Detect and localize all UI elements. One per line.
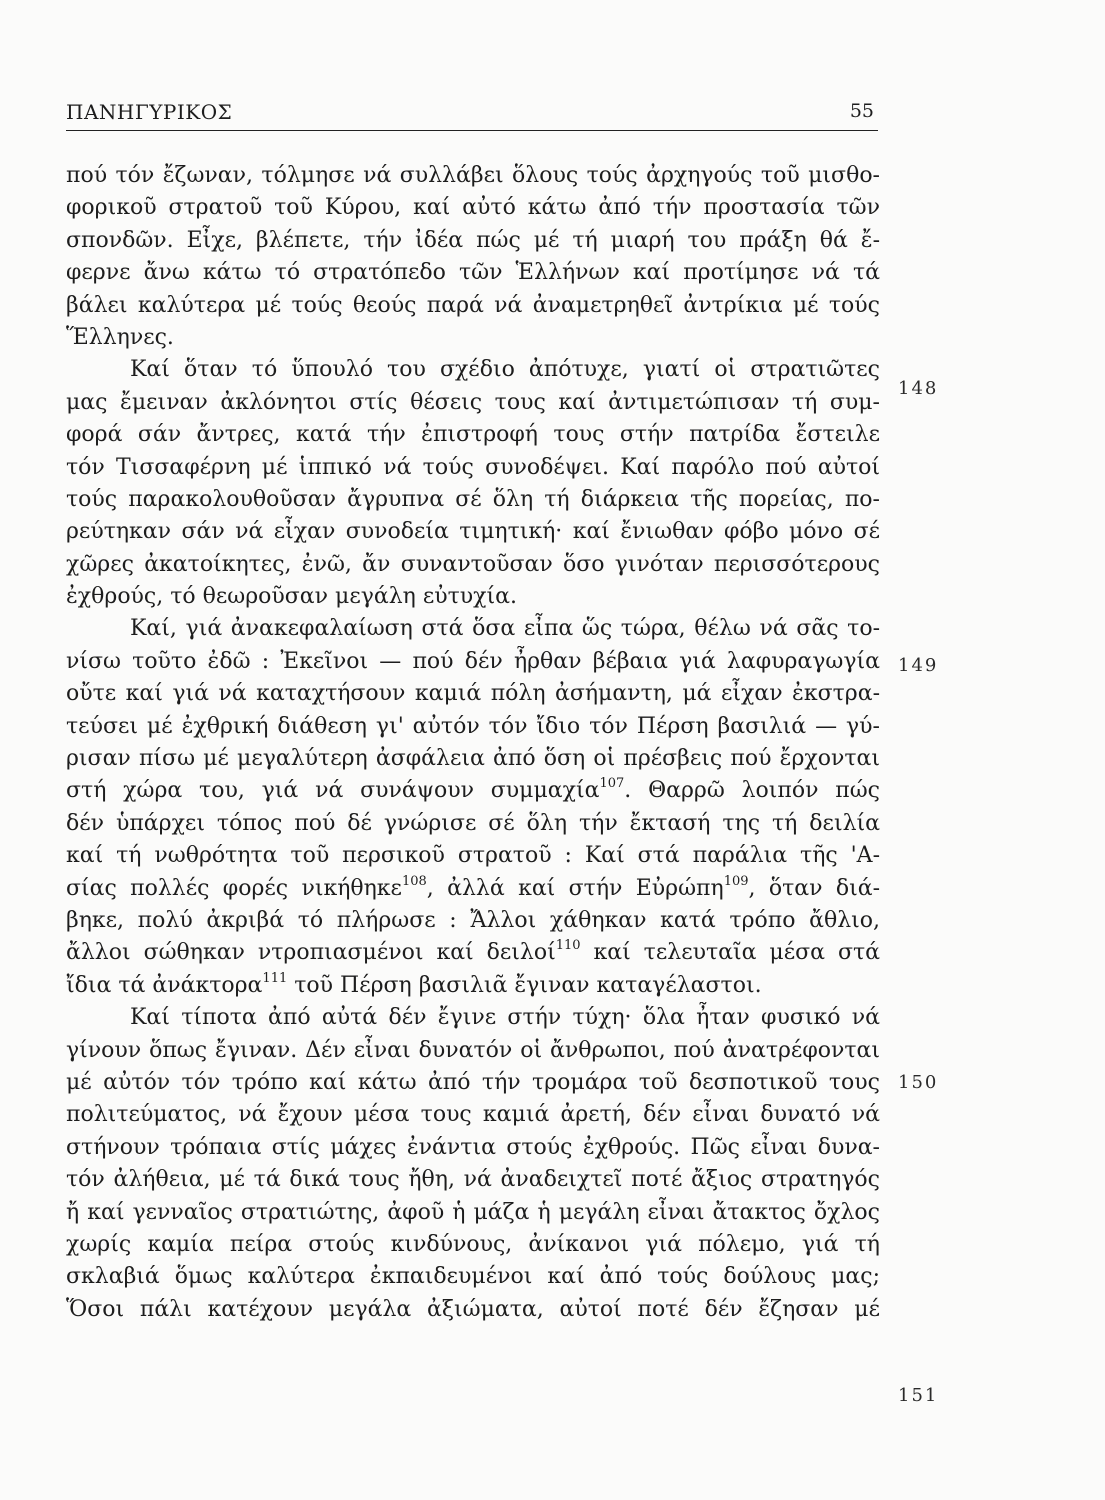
text-line: Καί τίποτα ἀπό αὐτά δέν ἔγινε στήν τύχη· ὅλα ἦταν φυσικό νά [130,1005,880,1031]
text-line: σπονδῶν. Εἶχε, βλέπετε, τήν ἰδέα πώς μέ τή μιαρή του πράξη θά ἔ- [66,227,880,253]
text-line: ρεύτηκαν σάν νά εἶχαν συνοδεία τιμητική· καί ἔνιωθαν φόβο μόνο σέ [66,519,880,545]
footnote-ref: 110 [555,938,581,954]
text-line: σκλαβιά ὅμως καλύτερα ἐκπαιδευμένοι καί ἀπό τούς δούλους μας; [66,1264,880,1290]
text-line: στήνουν τρόπαια στίς μάχες ἐνάντια στούς ἐχθρούς. Πῶς εἶναι δυνα- [66,1134,880,1160]
body-text [66,160,880,1326]
paragraph-marker: 148 [898,378,939,399]
text-line: ρισαν πίσω μέ μεγαλύτερη ἀσφάλεια ἀπό ὅση οἱ πρέσβεις πού ἔρχονται [66,746,880,772]
text-line: μέ αὐτόν τόν τρόπο καί κάτω ἀπό τήν τρομάρα τοῦ δεσποτικοῦ τους [66,1069,880,1095]
text-line: οὔτε καί γιά νά καταχτήσουν καμιά πόλη ἀσήμαντη, μά εἶχαν ἐκστρα- [66,681,880,707]
text-line: καί τή νωθρότητα τοῦ περσικοῦ στρατοῦ : Καί στά παράλια τῆς 'Α- [66,843,880,869]
text-line: φορά σάν ἄντρες, κατά τήν ἐπιστροφή τους στήν πατρίδα ἔστειλε [66,422,880,448]
text-line: ἤ καί γενναῖος στρατιώτης, ἀφοῦ ἡ μάζα ἡ μεγάλη εἶναι ἄτακτος ὄχλος [66,1199,880,1225]
text-line: Ὅσοι πάλι κατέχουν μεγάλα ἀξιώματα, αὐτοί ποτέ δέν ἔζησαν μέ [66,1296,880,1322]
text-line: τεύσει μέ ἐχθρική διάθεση γι' αὐτόν τόν ἴδιο τόν Πέρση βασιλιά — γύ- [66,713,880,739]
footnote-ref: 109 [723,873,749,889]
text-line: φορικοῦ στρατοῦ τοῦ Κύρου, καί αὐτό κάτω ἀπό τήν προστασία τῶν [66,195,880,221]
text-line: νίσω τοῦτο ἐδῶ : Ἐκεῖνοι — πού δέν ἦρθαν βέβαια γιά λαφυραγωγία [66,648,880,674]
paragraph-marker: 150 [898,1072,939,1093]
text-line: φερνε ἄνω κάτω τό στρατόπεδο τῶν Ἑλλήνων καί προτίμησε νά τά [66,260,880,286]
text-line: πού τόν ἔζωναν, τόλμησε νά συλλάβει ὅλους τούς ἀρχηγούς τοῦ μισθο- [66,163,880,188]
text-line: στή χώρα του, γιά νά συνάψουν συμμαχία$^{107}$. Θαρρῶ λοιπόν πώς [66,776,880,804]
text-line: ἴδια τά ἀνάκτορα$^{111}$ τοῦ Πέρση βασιλιᾶ ἔγιναν καταγέλαστοι. [66,970,762,998]
text-line: δέν ὑπάρχει τόπος πού δέ γνώρισε σέ ὅλη τήν ἔκτασή της τή δειλία [66,810,880,836]
text-line: χῶρες ἀκατοίκητες, ἐνῶ, ἄν συναντοῦσαν ὅσο γινόταν περισσότερους [66,551,880,577]
text-line: Ἕλληνες. [66,324,174,350]
text-line: ἐχθρούς, τό θεωροῦσαν μεγάλη εὐτυχία. [66,584,517,610]
text-line: μας ἔμειναν ἀκλόνητοι στίς θέσεις τους καί ἀντιμετώπισαν τή συμ- [66,389,880,415]
text-line: τόν ἀλήθεια, μέ τά δικά τους ἤθη, νά ἀναδειχτεῖ ποτέ ἄξιος στρατηγός [66,1167,880,1193]
text-line: Καί ὅταν τό ὕπουλό του σχέδιο ἀπότυχε, γιατί οἱ στρατιῶτες [130,357,880,383]
running-title: ΠΑΝΗΓΥΡΙΚΟΣ [66,100,233,124]
page-number: 55 [849,100,874,122]
text-line: βάλει καλύτερα μέ τούς θεούς παρά νά ἀναμετρηθεῖ ἀντρίκια μέ τούς [66,292,880,318]
paragraph-marker: 149 [898,655,939,676]
footnote-ref: 108 [401,873,427,889]
footnote-ref: 107 [599,776,625,792]
text-line: τόν Τισσαφέρνη μέ ἱππικό νά τούς συνοδέψει. Καί παρόλο πού αὐτοί [66,454,880,480]
text-line: σίας πολλές φορές νικήθηκε$^{108}$, ἀλλά καί στήν Εὐρώπη$^{109}$, ὅταν διά- [66,873,880,901]
text-line: χωρίς καμία πείρα στούς κινδύνους, ἀνίκανοι γιά πόλεμο, γιά τή [66,1231,880,1257]
text-line: τούς παρακολουθοῦσαν ἄγρυπνα σέ ὅλη τή διάρκεια τῆς πορείας, πο- [66,486,880,512]
text-line: γίνουν ὅπως ἔγιναν. Δέν εἶναι δυνατόν οἱ ἄνθρωποι, πού ἀνατρέφονται [66,1037,880,1063]
text-line: πολιτεύματος, νά ἔχουν μέσα τους καμιά ἀρετή, δέν εἶναι δυνατό νά [66,1102,880,1128]
paragraph-marker: 151 [898,1385,939,1406]
text-line: βηκε, πολύ ἀκριβά τό πλήρωσε : Ἄλλοι χάθηκαν κατά τρόπο ἄθλιο, [66,907,880,933]
text-line: Καί, γιά ἀνακεφαλαίωση στά ὅσα εἶπα ὥς τώρα, θέλω νά σᾶς το- [130,616,880,642]
footnote-ref: 111 [262,970,288,986]
text-line: ἄλλοι σώθηκαν ντροπιασμένοι καί δειλοί$^{110}$ καί τελευταῖα μέσα στά [66,938,880,966]
page-header [66,100,878,131]
